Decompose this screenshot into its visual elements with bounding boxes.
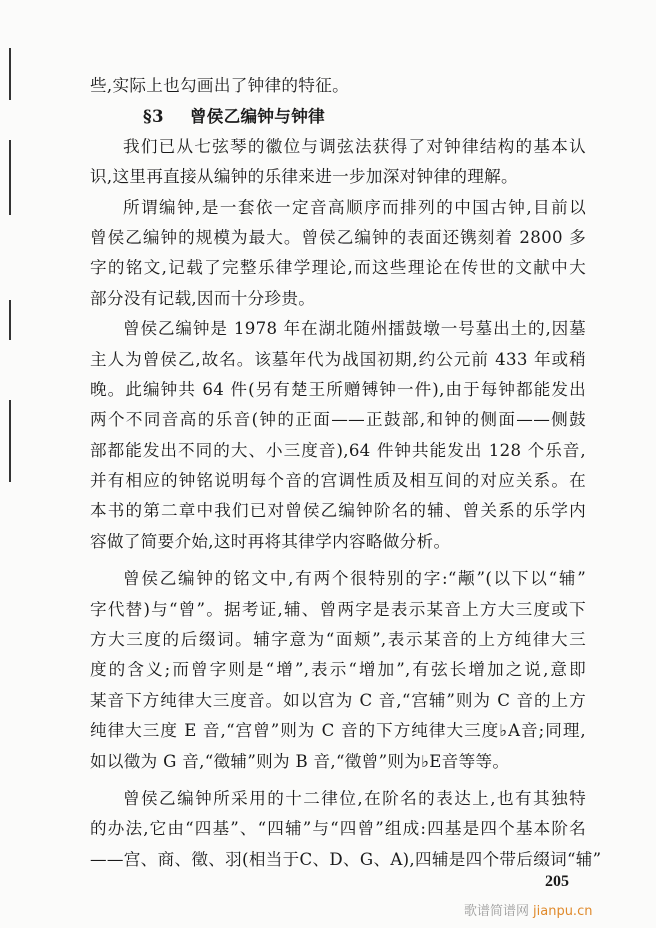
scan-margin-mark — [9, 140, 11, 215]
page-number: 205 — [545, 873, 569, 890]
text-line: 曾侯乙编钟是 1978 年在湖北随州擂鼓墩一号墓出土的,因墓 — [123, 319, 586, 339]
text-line: 本书的第二章中我们已对曾侯乙编钟阶名的辅、曾关系的乐学内 — [90, 501, 586, 521]
watermark-cn: 歌谱简谱网 — [464, 904, 530, 919]
text-line: 主人为曾侯乙,故名。该墓年代为战国初期,约公元前 433 年或稍 — [90, 349, 586, 369]
section-heading — [90, 101, 586, 131]
text-line: 字代替)与“曾”。据考证,辅、曾两字是表示某音上方大三度或下 — [90, 599, 586, 619]
text-line: 纯律大三度 E 音,“宫曾”则为 C 音的下方纯律大三度♭A音;同理, — [90, 721, 586, 741]
text-line: 曾侯乙编钟所采用的十二律位,在阶名的表达上,也有其独特 — [123, 788, 586, 808]
text-line: 的办法,它由“四基”、“四辅”与“四曾”组成:四基是四个基本阶名 — [90, 819, 586, 839]
text-line: 并有相应的钟铭说明每个音的宫调性质及相互间的对应关系。在 — [90, 471, 586, 491]
text-line: 度的含义;而曾字则是“增”,表示“增加”,有弦长增加之说,意即 — [90, 660, 586, 680]
scan-margin-mark — [9, 300, 11, 340]
text-line: 识,这里再直接从编钟的乐律来进一步加深对钟律的理解。 — [90, 167, 518, 187]
text-line: 如以徵为 G 音,“徵辅”则为 B 音,“徵曾”则为♭E音等等。 — [90, 751, 510, 771]
scan-margin-mark — [9, 48, 11, 100]
text-line: 字的铭文,记载了完整乐律学理论,而这些理论在传世的文献中大 — [90, 258, 586, 278]
text-line: 部分没有记载,因而十分珍贵。 — [90, 288, 316, 308]
text-line: 所谓编钟,是一套依一定音高顺序而排列的中国古钟,目前以 — [123, 197, 586, 217]
text-line: 些,实际上也勾画出了钟律的特征。 — [90, 76, 349, 95]
text-line: 部都能发出不同的大、小三度音),64 件钟共能发出 128 个乐音, — [90, 440, 586, 460]
text-line: 容做了简要介始,这时再将其律学内容略做分析。 — [90, 531, 451, 551]
text-line: ——宫、商、徵、羽(相当于C、D、G、A),四辅是四个带后缀词“辅” — [90, 849, 602, 869]
text-line: 曾侯乙编钟的铭文中,有两个很特别的字:“颟”(以下以“辅” — [123, 569, 586, 589]
watermark — [464, 900, 592, 919]
watermark-en: jianpu.cn — [533, 904, 593, 919]
text-line: 我们已从七弦琴的徽位与调弦法获得了对钟律结构的基本认 — [123, 136, 586, 156]
section-title: 曾侯乙编钟与钟律 — [189, 106, 325, 127]
section-number: §3 — [143, 106, 164, 127]
page-body-text — [90, 71, 602, 875]
text-line: 两个不同音高的乐音(钟的正面——正鼓部,和钟的侧面——侧鼓 — [90, 410, 586, 430]
text-line: 某音下方纯律大三度音。如以宫为 C 音,“宫辅”则为 C 音的上方 — [90, 690, 586, 710]
scan-margin-mark — [9, 400, 11, 482]
text-line: 晚。此编钟共 64 件(另有楚王所赠镈钟一件),由于每钟都能发出 — [90, 379, 586, 399]
text-line: 方大三度的后缀词。辅字意为“面颊”,表示某音的上方纯律大三 — [90, 630, 586, 650]
text-line: 曾侯乙编钟的规模为最大。曾侯乙编钟的表面还镌刻着 2800 多 — [90, 227, 586, 247]
